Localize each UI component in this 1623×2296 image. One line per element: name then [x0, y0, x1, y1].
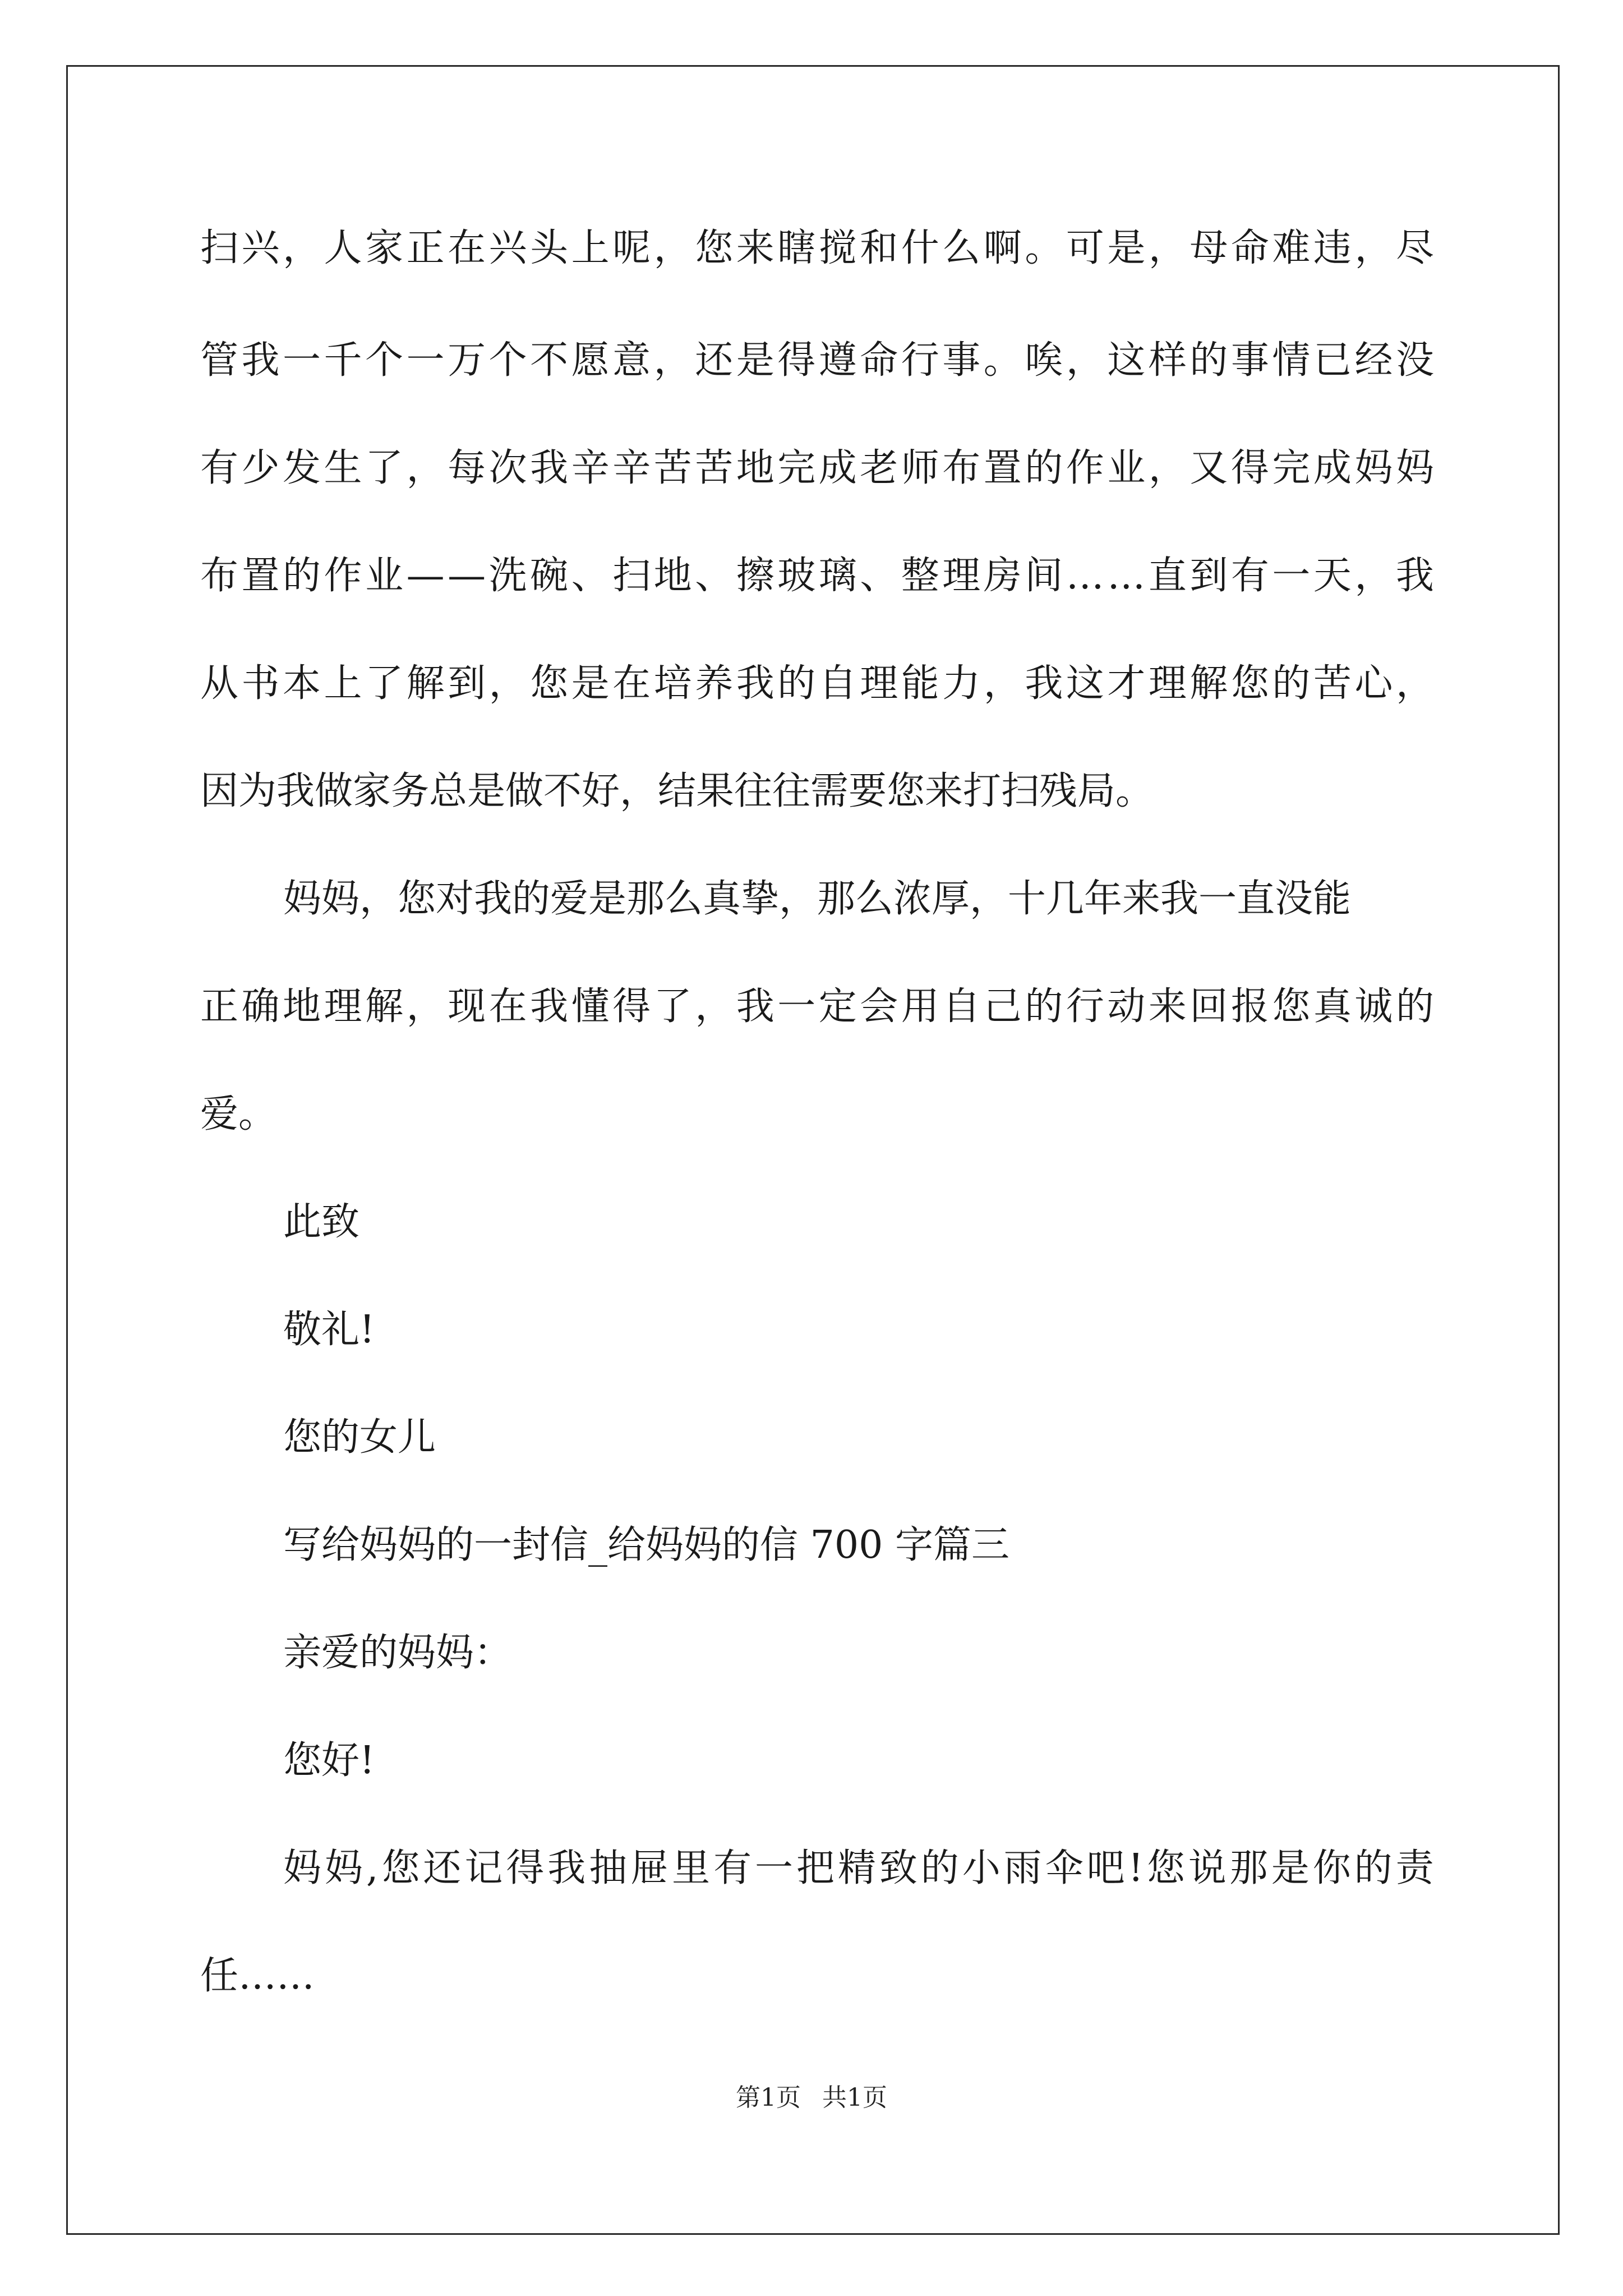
- paragraph-line: 妈妈，您对我的爱是那么真挚，那么浓厚，十几年来我一直没能: [283, 877, 1352, 921]
- paragraph-line: 爱。: [200, 1092, 277, 1137]
- closing-line: 敬礼!: [283, 1308, 375, 1352]
- page-border: [66, 65, 1560, 2235]
- paragraph-line: 任……: [200, 1954, 315, 1998]
- paragraph-line: 从 书 本 上 了 解 到 ， 您 是 在 培 养 我 的 自 理 能 力 ， 我 这 才 理 解 您 的 苦 心 ，: [200, 661, 1434, 706]
- paragraph-line: 因为我做家务总是做不好，结果往往需要您来打扫残局。: [200, 769, 1154, 813]
- paragraph-line: 布 置 的 作 业 — — 洗 碗 、 扫 地 、 擦 玻 璃 、 整 理 房 间 … … 直 到 有 一 天 ， 我: [200, 554, 1434, 598]
- signature: 您的女儿: [283, 1415, 436, 1460]
- page-number: 第1页: [736, 2083, 801, 2112]
- section-title: 写给妈妈的一封信_给妈妈的信 700 字篇三: [283, 1523, 1010, 1567]
- paragraph-line: 有 少 发 生 了 ， 每 次 我 辛 辛 苦 苦 地 完 成 老 师 布 置 的 作 业 ， 又 得 完 成 妈 妈: [200, 446, 1434, 490]
- closing-line: 此致: [283, 1200, 360, 1244]
- page-footer: [0, 2081, 1623, 2115]
- paragraph-line: 正 确 地 理 解 ， 现 在 我 懂 得 了 ， 我 一 定 会 用 自 己 的 行 动 来 回 报 您 真 诚 的: [200, 984, 1434, 1029]
- greeting: 您好!: [283, 1738, 375, 1783]
- salutation: 亲爱的妈妈：: [283, 1631, 513, 1675]
- paragraph-line: 管 我 一 千 个 一 万 个 不 愿 意 ， 还 是 得 遵 命 行 事 。 唉 ， 这 样 的 事 情 已 经 没: [200, 338, 1434, 383]
- paragraph-line: 扫 兴 ， 人 家 正 在 兴 头 上 呢 ， 您 来 瞎 搅 和 什 么 啊 。 可 是 ， 母 命 难 违 ， 尽: [200, 226, 1434, 270]
- paragraph-line: 妈 妈 , 您 还 记 得 我 抽 屉 里 有 一 把 精 致 的 小 雨 伞 吧 ! 您 说 那 是 你 的 责: [283, 1846, 1434, 1890]
- page-total: 共1页: [822, 2083, 887, 2112]
